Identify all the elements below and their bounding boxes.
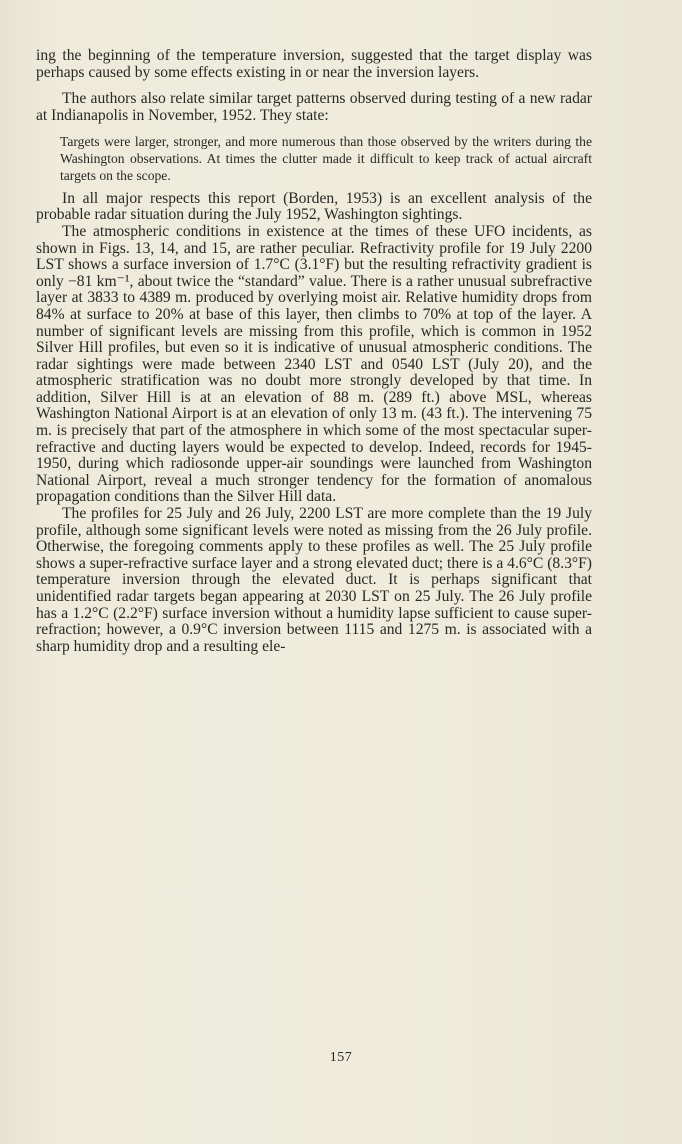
authors-paragraph: The authors also relate similar target patterns observed during testing of a new radar at Indianapolis in November, 1952. They state: <box>36 90 592 124</box>
continuation-paragraph: ing the beginning of the temperature inversion, suggested that the target display was perhaps caused by some effects existing in or near the inversion layers. <box>36 47 592 81</box>
text-column <box>36 48 592 655</box>
atmospheric-paragraph: The atmospheric conditions in existence at the times of these UFO incidents, as shown in Figs. 13, 14, and 15, are rather peculiar. Refractivity profile for 19 July 2200 LST shows a surface inversion of 1.7°C (3.1°F) but the resulting refractivity gradient is only −81 km⁻¹, about twice the “standard” value. There is a rather unusual subrefractive layer at 3833 to 4389 m. produced by overlying moist air. Relative humidity drops from 84% at surface to 20% at base of this layer, then climbs to 70% at top of the layer. A number of significant levels are missing from this profile, which is common in 1952 Silver Hill profiles, but even so it is indicative of unusual atmospheric conditions. The radar sightings were made between 2340 LST and 0540 LST (July 20), and the atmospheric stratification was no doubt more strongly developed by that time. In addition, Silver Hill is at an elevation of 88 m. (289 ft.) above MSL, whereas Washington National Airport is at an elevation of only 13 m. (43 ft.). The intervening 75 m. is precisely that part of the atmosphere in which some of the most spectacular super-refractive and ducting layers would be expected to develop. Indeed, records for 1945-1950, during which radiosonde upper-air soundings were launched from Washington National Airport, reveal a much stronger tendency for the formation of anomalous propagation conditions than the Silver Hill data. <box>36 222 592 506</box>
block-quote: Targets were larger, stronger, and more numerous than those observed by the writers during the Washington observations. At times the clutter made it difficult to keep track of actual aircraft targets on the scope. <box>60 134 592 183</box>
profiles-paragraph: The profiles for 25 July and 26 July, 2200 LST are more complete than the 19 July profile, although some significant levels were noted as missing from the 26 July profile. Otherwise, the foregoing comments apply to these profiles as well. The 25 July profile shows a super-refractive surface layer and a strong elevated duct; there is a 4.6°C (8.3°F) temperature inversion through the elevated duct. It is perhaps significant that unidentified radar targets began appearing at 2030 LST on 25 July. The 26 July profile has a 1.2°C (2.2°F) surface inversion without a humidity lapse sufficient to cause super-refraction; however, a 0.9°C inversion between 1115 and 1275 m. is associated with a sharp humidity drop and a resulting ele- <box>36 505 592 655</box>
borden-paragraph: In all major respects this report (Borden, 1953) is an excellent analysis of the probable radar situation during the July 1952, Washington sightings. <box>36 189 592 224</box>
page-number: 157 <box>329 1050 353 1065</box>
